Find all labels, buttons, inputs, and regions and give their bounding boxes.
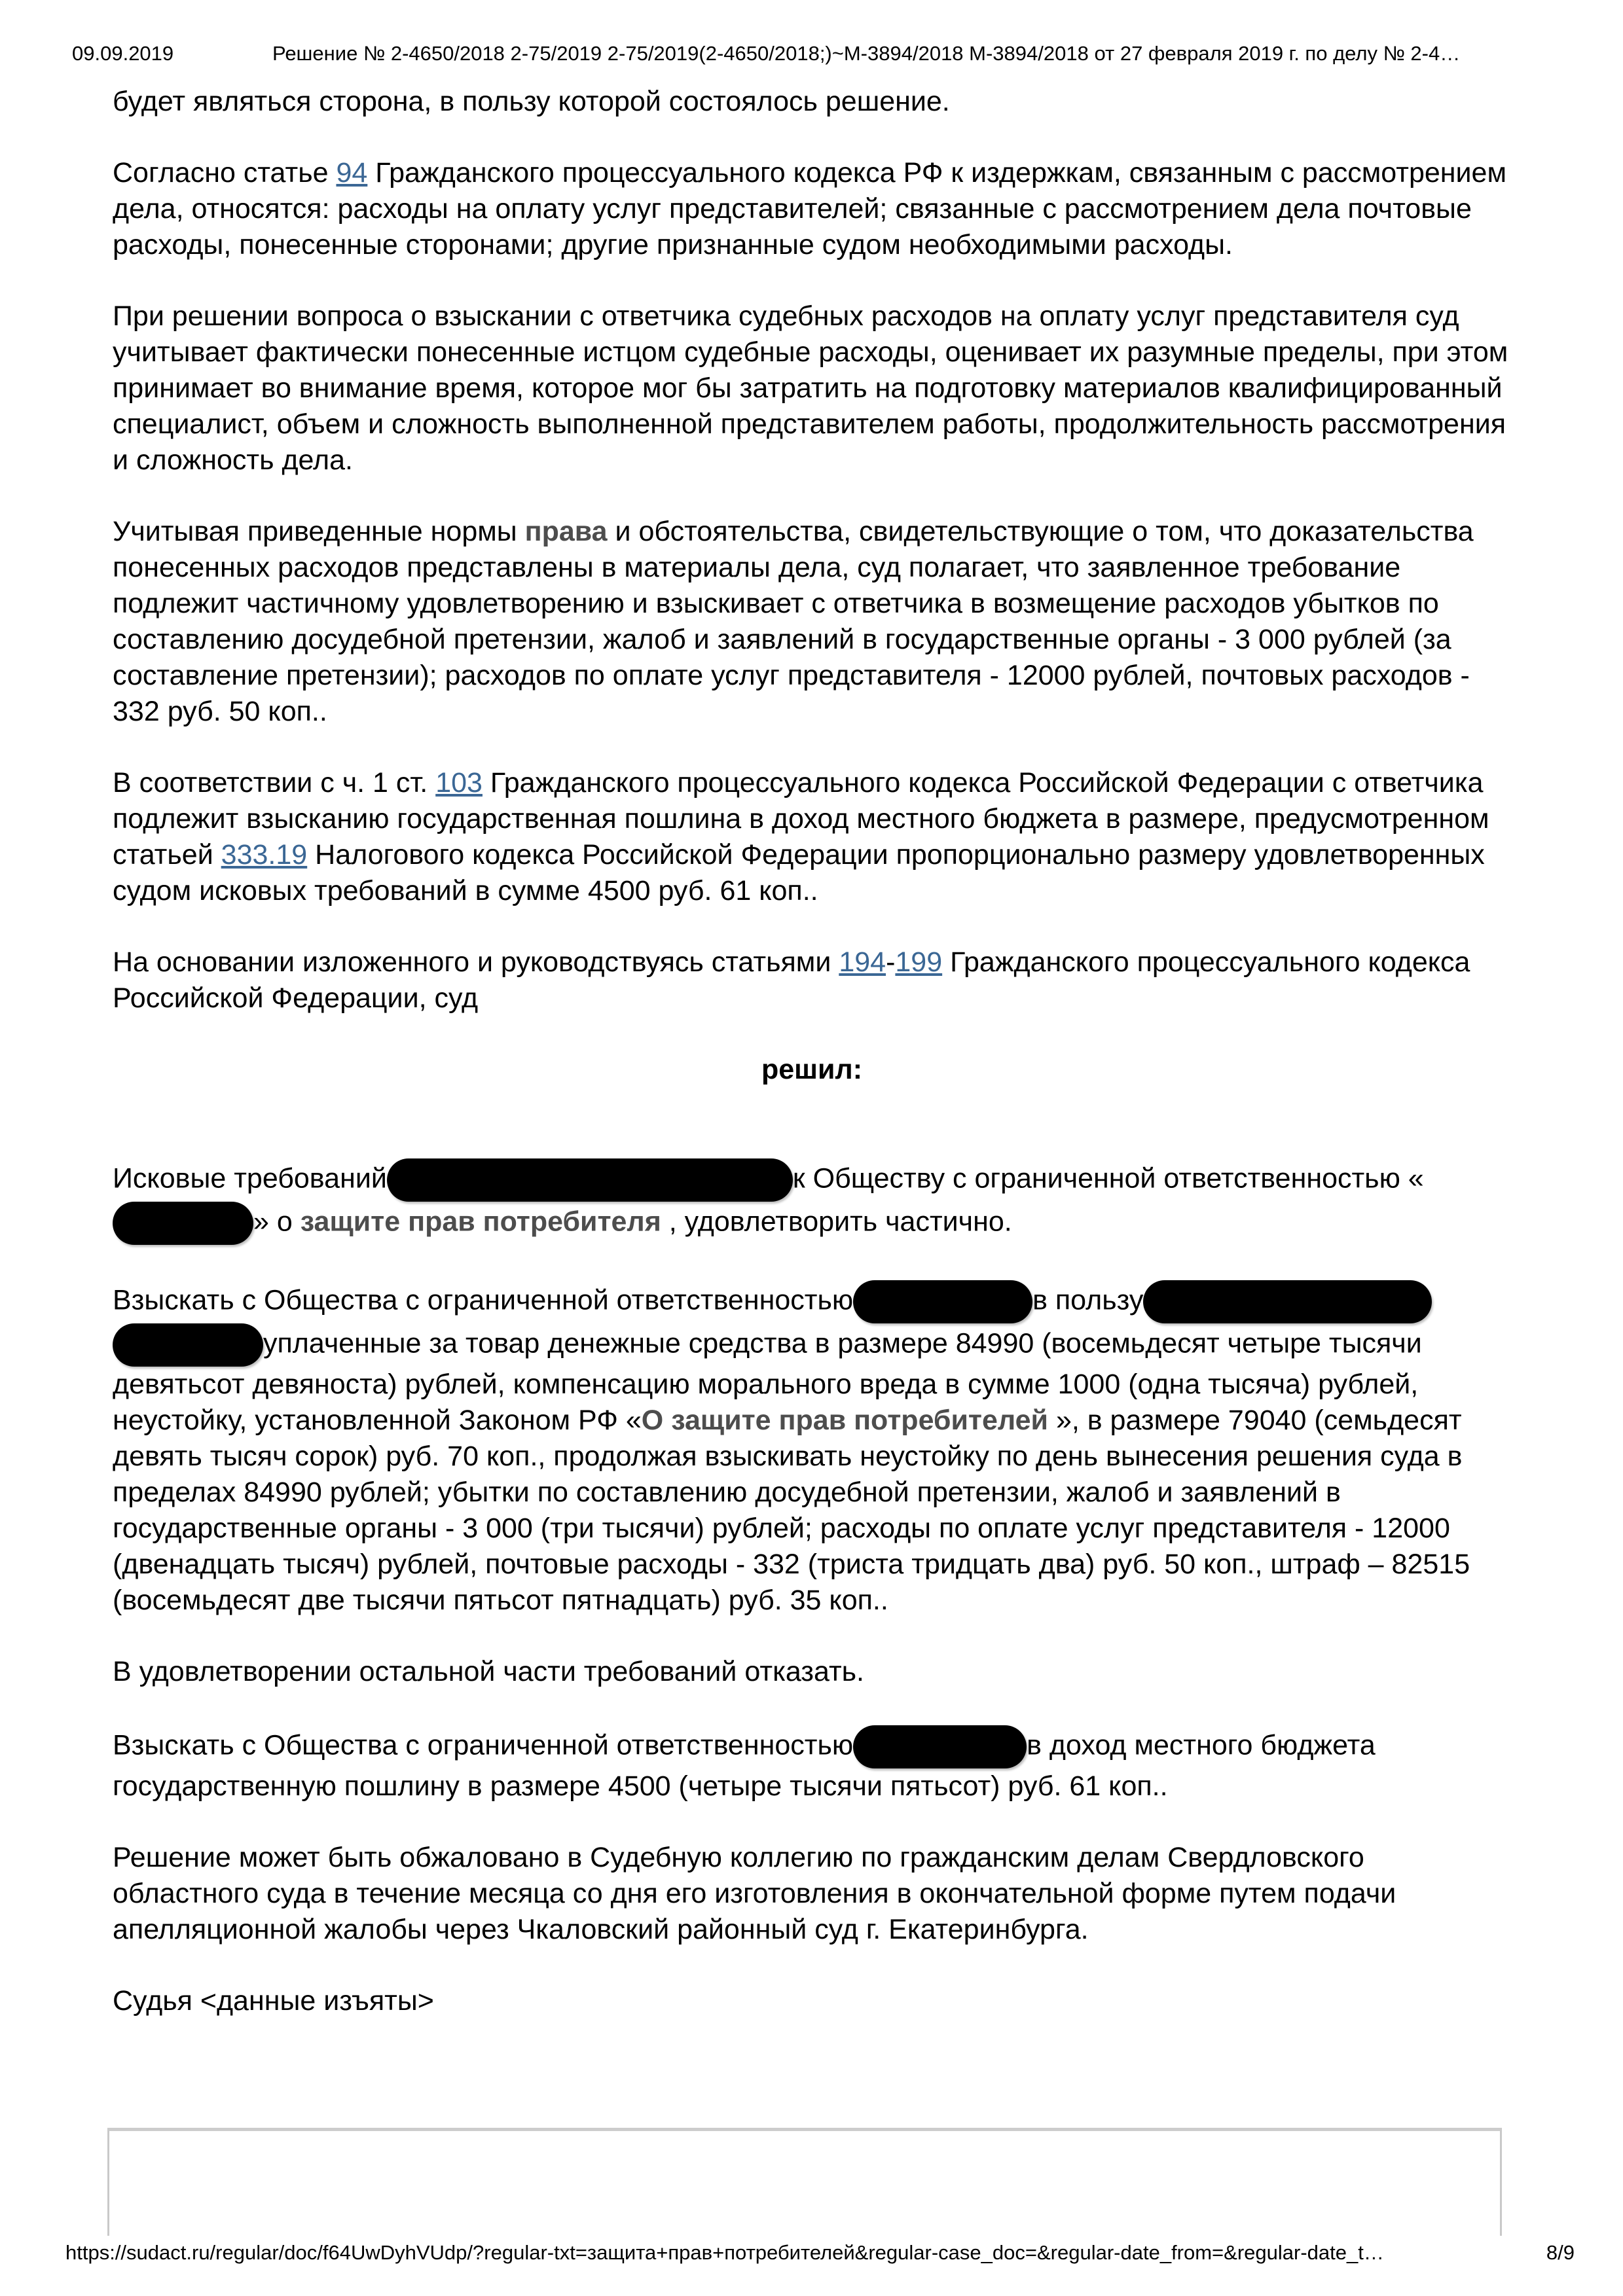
- embedded-frame: [107, 2128, 1502, 2236]
- redaction-box: [387, 1158, 793, 1202]
- article-link[interactable]: 103: [435, 767, 483, 798]
- paragraph: Взыскать с Общества с ограниченной ответственностью в пользу уплаченные за товар денежные средства в размере 84990 (восемьдесят четыре тысячи девятьсот девяноста) рублей, компенсацию морального вреда в сумме 1000 (одна тысяча) рублей, неустойку, установленной Законом РФ «О защите прав потребителей », в размере 79040 (семьдесят девять тысяч сорок) руб. 70 коп., продолжая взыскивать неустойку по день вынесения решения суда в пределах 84990 рублей; убытки по составлению досудебной претензии, жалоб и заявлений в государственные органы - 3 000 (три тысячи) рублей; расходы по оплате услуг представителя - 12000 (двенадцать тысяч) рублей, почтовые расходы - 332 (триста тридцать два) руб. 50 коп., штраф – 82515 (восемьдесят две тысячи пятьсот пятнадцать) руб. 35 коп..: [113, 1280, 1511, 1619]
- article-link[interactable]: 333.19: [221, 839, 308, 870]
- paragraph: Учитывая приведенные нормы права и обстоятельства, свидетельствующие о том, что доказательства понесенных расходов представлены в материалы дела, суд полагает, что заявленное требование подлежит частичному удовлетворению и взыскивает с ответчика в возмещение расходов убытков по составлению досудебной претензии, жалоб и заявлений в государственные органы - 3 000 рублей (за составление претензии); расходов по оплате услуг представителя - 12000 рублей, почтовых расходов - 332 руб. 50 коп..: [113, 516, 1474, 727]
- print-footer-url: https://sudact.ru/regular/doc/f64UwDyhVUdp/?regular-txt=защита+прав+потребителей&regular-case_doc=&regular-date_from=&regular-date_t…: [65, 2241, 1384, 2264]
- article-link[interactable]: 94: [336, 157, 368, 188]
- paragraph: Решение может быть обжаловано в Судебную коллегию по гражданским делам Свердловского областного суда в течение месяца со дня его изготовления в окончательной форме путем подачи апелляционной жалобы через Чкаловский районный суд г. Екатеринбурга.: [113, 1842, 1396, 1945]
- paragraph: В удовлетворении остальной части требований отказать.: [113, 1656, 864, 1687]
- paragraph: будет являться сторона, в пользу которой состоялось решение.: [113, 86, 950, 117]
- redaction-box: [113, 1323, 263, 1367]
- paragraph: Исковые требований к Обществу с ограниченной ответственностью «» о защите прав потребителя , удовлетворить частично.: [113, 1158, 1511, 1245]
- paragraph: В соответствии с ч. 1 ст. 103 Гражданского процессуального кодекса Российской Федерации с ответчика подлежит взысканию государственная пошлина в доход местного бюджета в размере, предусмотренном статьей 333.19 Налогового кодекса Российской Федерации пропорционально размеру удовлетворенных судом исковых требований в сумме 4500 руб. 61 коп..: [113, 767, 1489, 906]
- paragraph: На основании изложенного и руководствуясь статьями 194-199 Гражданского процессуального кодекса Российской Федерации, суд: [113, 946, 1470, 1014]
- print-header-title: Решение № 2-4650/2018 2-75/2019 2-75/2019(2-4650/2018;)~М-3894/2018 М-3894/2018 от 27 февраля 2019 г. по делу № 2-4…: [272, 42, 1461, 65]
- paragraph: Согласно статье 94 Гражданского процессуального кодекса РФ к издержкам, связанным с рассмотрением дела, относятся: расходы на оплату услуг представителей; связанные с рассмотрением дела почтовые расходы, понесенные сторонами; другие признанные судом необходимыми расходы.: [113, 157, 1507, 260]
- court-decision-text: [113, 84, 1511, 2054]
- print-header-date: 09.09.2019: [72, 42, 174, 65]
- redaction-box: [853, 1725, 1027, 1768]
- article-link[interactable]: 199: [895, 946, 943, 978]
- paragraph: Судья <данные изъяты>: [113, 1985, 434, 2017]
- decision-heading: решил:: [761, 1054, 863, 1085]
- keyword-highlight: права: [524, 516, 608, 547]
- redaction-box: [1143, 1280, 1432, 1323]
- keyword-highlight: О защите прав потребителей: [641, 1405, 1048, 1436]
- article-link[interactable]: 194: [839, 946, 886, 978]
- redaction-box: [113, 1202, 253, 1245]
- print-footer-page-number: 8/9: [1546, 2241, 1575, 2264]
- paragraph: При решении вопроса о взыскании с ответчика судебных расходов на оплату услуг представителя суд учитывает фактически понесенные истцом судебные расходы, оценивает их разумные пределы, при этом принимает во внимание время, которое мог бы затратить на подготовку материалов квалифицированный специалист, объем и сложность выполненной представителем работы, продолжительность рассмотрения и сложность дела.: [113, 300, 1508, 476]
- redaction-box: [853, 1280, 1032, 1323]
- keyword-highlight: защите прав потребителя: [300, 1206, 661, 1238]
- paragraph: Взыскать с Общества с ограниченной ответственностью в доход местного бюджета государственную пошлину в размере 4500 (четыре тысячи пятьсот) руб. 61 коп..: [113, 1725, 1511, 1804]
